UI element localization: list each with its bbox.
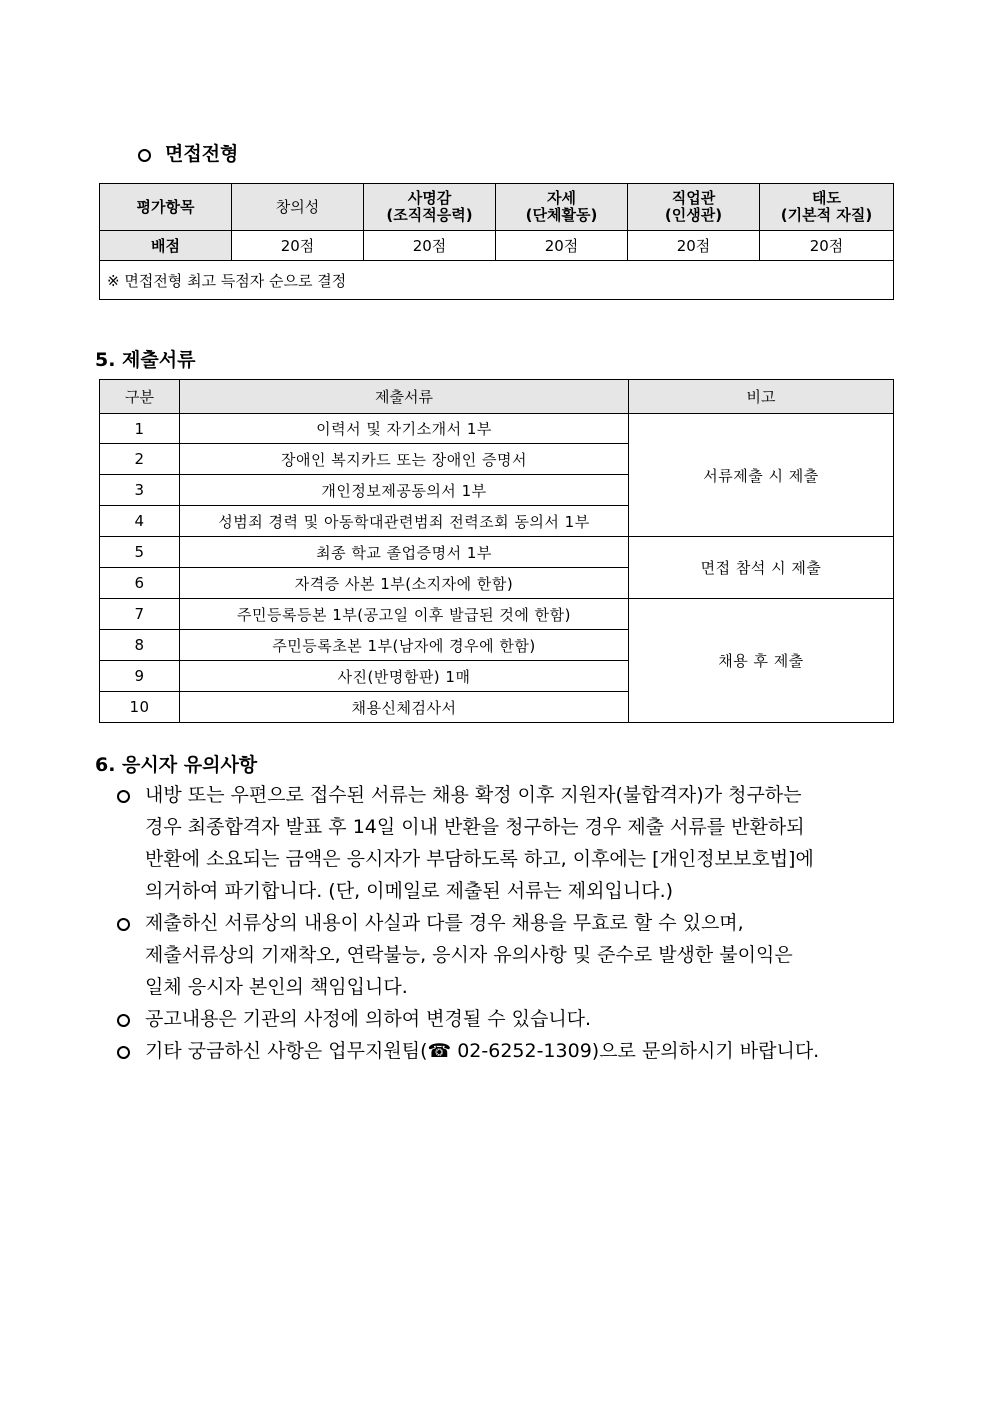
score-cell: 20점 — [232, 231, 364, 261]
header-main: 직업관 — [671, 189, 716, 207]
header-sub: (기본적 자질) — [780, 206, 873, 224]
interview-heading-text: 면접전형 — [165, 143, 239, 165]
header-cell — [496, 184, 628, 231]
header-main: 사명감 — [407, 189, 452, 207]
row-document: 채용신체검사서 — [180, 692, 629, 723]
score-cell: 20점 — [628, 231, 760, 261]
row-number: 8 — [100, 630, 180, 661]
row-number: 4 — [100, 506, 180, 537]
header-sub: (조직적응력) — [386, 206, 473, 224]
score-row — [100, 231, 894, 261]
header-sub: (단체활동) — [525, 206, 598, 224]
header-cell — [628, 184, 760, 231]
col-header-remark: 비고 — [629, 380, 894, 414]
row-document: 성범죄 경력 및 아동학대관련범죄 전력조회 동의서 1부 — [180, 506, 629, 537]
notice-line: 내방 또는 우편으로 접수된 서류는 채용 확정 이후 지원자(불합격자)가 청구하는 — [145, 784, 802, 806]
notice-item-text — [145, 1035, 905, 1067]
circle-bullet-icon — [117, 790, 130, 803]
interview-table — [99, 183, 894, 300]
notice-line: 기타 궁금하신 사항은 업무지원팀(☎ 02-6252-1309)으로 문의하시기 바랍니다. — [145, 1040, 820, 1062]
circle-bullet-icon — [117, 1046, 130, 1059]
notice-line: 제출하신 서류상의 내용이 사실과 다를 경우 채용을 무효로 할 수 있으며, — [145, 912, 744, 934]
circle-bullet-icon — [117, 918, 130, 931]
note-row — [100, 261, 894, 300]
row-document: 주민등록등본 1부(공고일 이후 발급된 것에 한함) — [180, 599, 629, 630]
notice-line: 일체 응시자 본인의 책임입니다. — [145, 976, 408, 998]
table-row — [100, 537, 894, 568]
row-document: 최종 학교 졸업증명서 1부 — [180, 537, 629, 568]
notice-line: 의거하여 파기합니다. (단, 이메일로 제출된 서류는 제외입니다.) — [145, 880, 674, 902]
row-remark: 면접 참석 시 제출 — [629, 537, 894, 599]
interview-header-row — [100, 184, 894, 231]
row-number: 5 — [100, 537, 180, 568]
circle-bullet-icon — [138, 149, 151, 162]
notice-item-text — [145, 779, 905, 907]
row-number: 2 — [100, 444, 180, 475]
row-document: 이력서 및 자기소개서 1부 — [180, 414, 629, 444]
header-cell: 창의성 — [232, 184, 364, 231]
row-number: 1 — [100, 414, 180, 444]
header-cell — [364, 184, 496, 231]
circle-bullet-icon — [117, 1014, 130, 1027]
notice-line: 경우 최종합격자 발표 후 14일 이내 반환을 청구하는 경우 제출 서류를 반환하되 — [145, 816, 805, 838]
row-number: 10 — [100, 692, 180, 723]
col-header-category: 구분 — [100, 380, 180, 414]
notice-item-text — [145, 907, 905, 1003]
docs-header-row — [100, 380, 894, 414]
header-main: 태도 — [812, 189, 841, 207]
header-sub: (인생관) — [664, 206, 723, 224]
header-cell: 평가항목 — [100, 184, 232, 231]
score-cell: 20점 — [496, 231, 628, 261]
notice-line: 제출서류상의 기재착오, 연락불능, 응시자 유의사항 및 준수로 발생한 불이익은 — [145, 944, 793, 966]
row-number: 7 — [100, 599, 180, 630]
row-document: 자격증 사본 1부(소지자에 한함) — [180, 568, 629, 599]
notice-line: 반환에 소요되는 금액은 응시자가 부담하도록 하고, 이후에는 [개인정보보호법]에 — [145, 848, 814, 870]
table-row — [100, 414, 894, 444]
col-header-document: 제출서류 — [180, 380, 629, 414]
notice-line: 공고내용은 기관의 사정에 의하여 변경될 수 있습니다. — [145, 1008, 592, 1030]
documents-table — [99, 379, 894, 723]
score-label: 배점 — [100, 231, 232, 261]
score-cell: 20점 — [364, 231, 496, 261]
score-cell: 20점 — [760, 231, 894, 261]
row-number: 3 — [100, 475, 180, 506]
table-row — [100, 599, 894, 630]
row-document: 사진(반명함판) 1매 — [180, 661, 629, 692]
row-document: 개인정보제공동의서 1부 — [180, 475, 629, 506]
row-remark: 서류제출 시 제출 — [629, 414, 894, 537]
header-main: 자세 — [547, 189, 576, 207]
interview-note: ※ 면접전형 최고 득점자 순으로 결정 — [100, 261, 894, 300]
notice-item-text — [145, 1003, 905, 1035]
interview-heading — [138, 139, 238, 166]
row-document: 장애인 복지카드 또는 장애인 증명서 — [180, 444, 629, 475]
docs-heading: 5. 제출서류 — [95, 349, 196, 371]
row-remark: 채용 후 제출 — [629, 599, 894, 723]
row-number: 9 — [100, 661, 180, 692]
row-document: 주민등록초본 1부(남자에 경우에 한함) — [180, 630, 629, 661]
notice-heading: 6. 응시자 유의사항 — [95, 754, 258, 776]
header-cell — [760, 184, 894, 231]
row-number: 6 — [100, 568, 180, 599]
